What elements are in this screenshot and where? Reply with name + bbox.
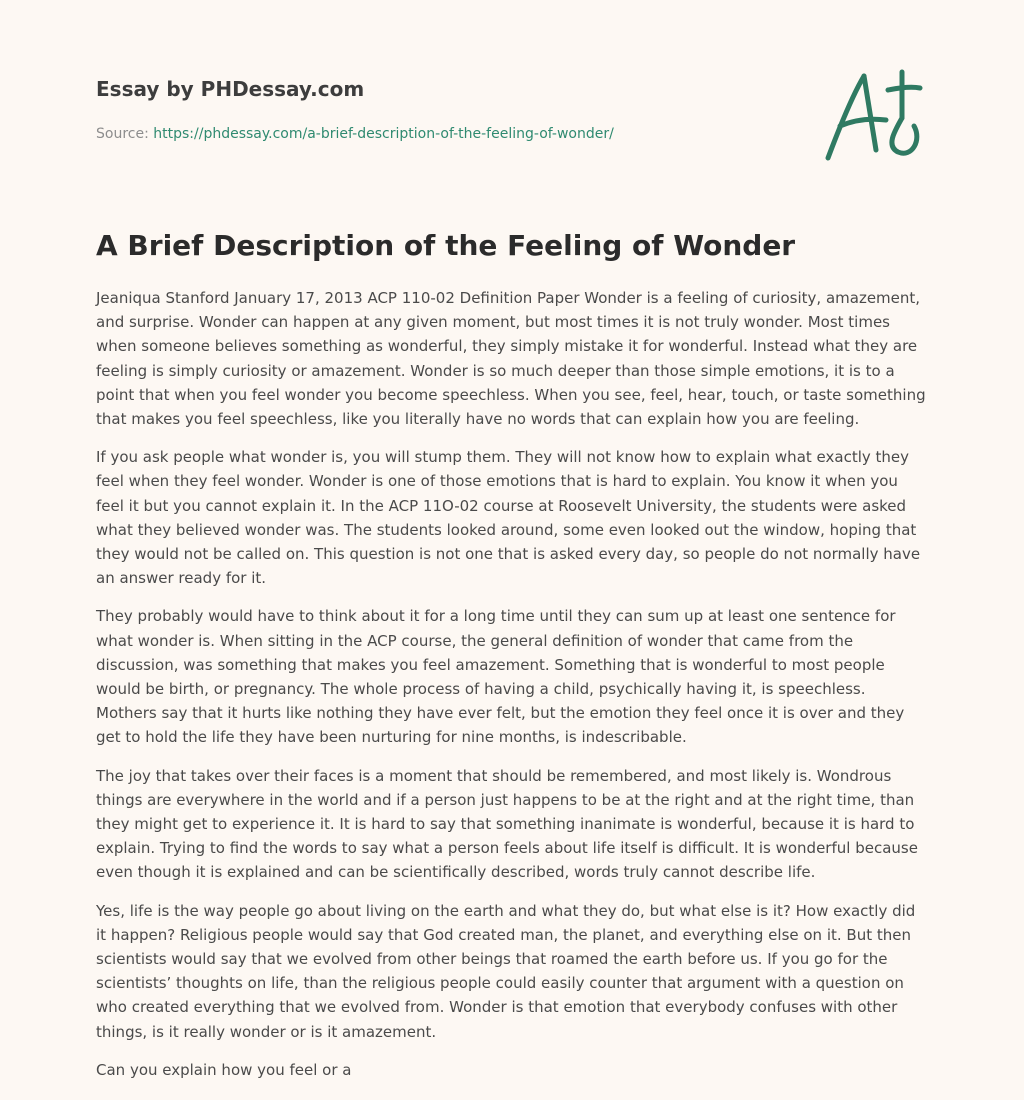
essay-body <box>96 286 928 1096</box>
source-line <box>96 124 614 144</box>
essay-title: A Brief Description of the Feeling of Wonder <box>96 229 796 262</box>
paragraph: Yes, life is the way people go about living on the earth and what they do, but what else is it? How exactly did it happen? Religious people would say that God created man, the planet, and everything else on it. But then scientists would say that we evolved from other beings that roamed the earth before us. If you go for the scientists’ thoughts on life, than the religious people could easily counter that argument with a question on who created everything that we evolved from. Wonder is that emotion that everybody confuses with other things, is it really wonder or is it amazement. <box>96 901 916 1041</box>
source-label: Source: <box>96 126 149 142</box>
paragraph: If you ask people what wonder is, you will stump them. They will not know how to explain what exactly they feel when they feel wonder. Wonder is one of those emotions that is hard to explain. You know it when you feel it but you cannot explain it. In the ACP 11O-02 course at Roosevelt University, the students were asked what they believed wonder was. The students looked around, some even looked out the window, hoping that they would not be called on. This question is not one that is asked every day, so people do not normally have an answer ready for it. <box>96 448 921 588</box>
a-plus-logo-icon <box>818 66 930 166</box>
source-link[interactable]: https://phdessay.com/a-brief-description-of-the-feeling-of-wonder/ <box>153 126 614 142</box>
paragraph: Can you explain how you feel or a <box>96 1060 352 1079</box>
paragraph: The joy that takes over their faces is a moment that should be remembered, and most likely is. Wondrous things are everywhere in the world and if a person just happens to be at the right and at the right time, than they might get to experience it. It is hard to say that something inanimate is wonderful, because it is hard to explain. Trying to find the words to say what a person feels about life itself is difficult. It is wonderful because even though it is explained and can be scientifically described, words truly cannot describe life. <box>96 766 918 882</box>
site-title: Essay by PHDessay.com <box>96 77 365 101</box>
paragraph: They probably would have to think about it for a long time until they can sum up at least one sentence for what wonder is. When sitting in the ACP course, the general definition of wonder that came from the discussion, was something that makes you feel amazement. Something that is wonderful to most people would be birth, or pregnancy. The whole process of having a child, psychically having it, is speechless. Mothers say that it hurts like nothing they have ever felt, but the emotion they feel once it is over and they get to hold the life they have been nurturing for nine months, is indescribable. <box>96 607 905 747</box>
page-header <box>96 74 796 142</box>
paragraph: Jeaniqua Stanford January 17, 2013 ACP 110-02 Definition Paper Wonder is a feeling of curiosity, amazement, and surprise. Wonder can happen at any given moment, but most times it is not truly wonder. Most times when someone believes something as wonderful, they simply mistake it for wonderful. Instead what they are feeling is simply curiosity or amazement. Wonder is so much deeper than those simple emotions, it is to a point that when you feel wonder you become speechless. When you see, feel, hear, touch, or taste something that makes you feel speechless, like you literally have no words that can explain how you are feeling. <box>96 289 926 429</box>
